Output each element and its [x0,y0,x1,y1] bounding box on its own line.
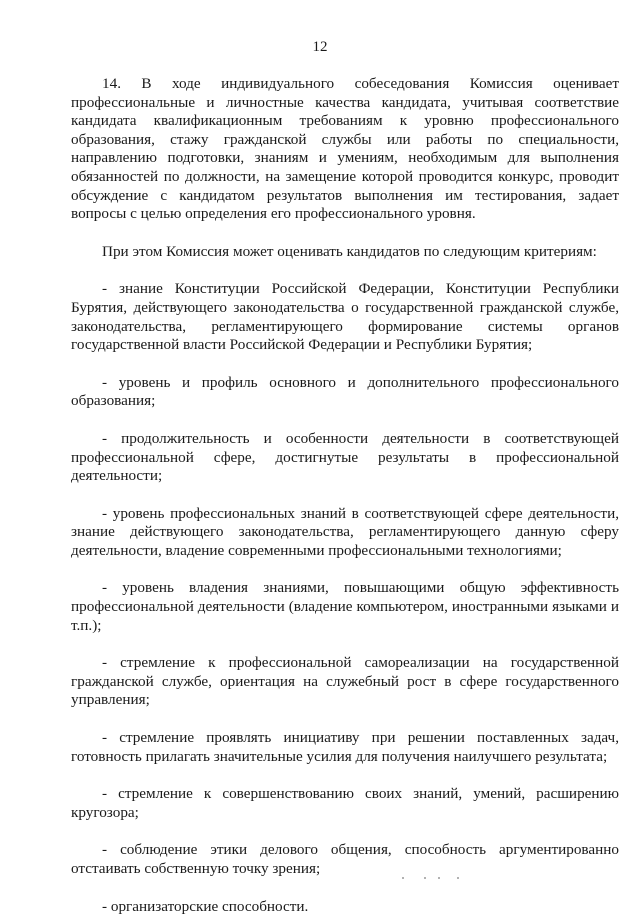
scan-artifact-dots [402,877,462,881]
criterion-initiative: - стремление проявлять инициативу при решении поставленных задач, готовность прилагать значительные усилия для получения наилучшего результата; [71,729,619,765]
criterion-self-improvement: - стремление к совершенствованию своих знаний, умений, расширению кругозора; [71,785,619,821]
criterion-constitution-knowledge: - знание Конституции Российской Федерации, Конституции Республики Бурятия, действующего законодательства о государственной гражданской службе, законодательства, регламентирующего формирование системы органов государственной власти Российской Федерации и Республики Бурятия; [71,280,619,354]
document-body [71,75,619,916]
paragraph-criteria-intro: При этом Комиссия может оценивать кандидатов по следующим критериям: [102,242,597,260]
criterion-organizational-skills: - организаторские способности. [102,897,309,915]
paragraph-item-14: 14. В ходе индивидуального собеседования Комиссия оценивает профессиональные и личностные качества кандидата, учитывая соответствие кандидата квалификационным требованиям к уровню профессионального образования, стажу гражданской службы или работы по специальности, направлению подготовки, знаниям и умениям, необходимым для выполнения обязанностей по должности, на замещение которой проводится конкурс, проводит обсуждение с кандидатом результатов выполнения им тестирования, задает вопросы с целью определения его профессионального уровня. [71,75,619,223]
criterion-professional-knowledge: - уровень профессиональных знаний в соответствующей сфере деятельности, знание действующего законодательства, регламентирующего данную сферу деятельности, владение современными профессиональными технологиями; [71,504,619,559]
criterion-experience: - продолжительность и особенности деятельности в соответствующей профессиональной сфере, достигнутые результаты в профессиональной деятельности; [71,429,619,485]
criterion-business-ethics: - соблюдение этики делового общения, способность аргументированно отстаивать собственную точку зрения; [71,841,619,877]
criterion-additional-skills: - уровень владения знаниями, повышающими общую эффективность профессиональной деятельности (владение компьютером, иностранными языками и т.п.); [71,579,619,634]
page-number: 12 [312,39,328,55]
criterion-self-realization: - стремление к профессиональной самореализации на государственной гражданской службе, ориентация на служебный рост в сфере государственного управления; [71,654,619,709]
criterion-education-level: - уровень и профиль основного и дополнительного профессионального образования; [71,373,619,410]
